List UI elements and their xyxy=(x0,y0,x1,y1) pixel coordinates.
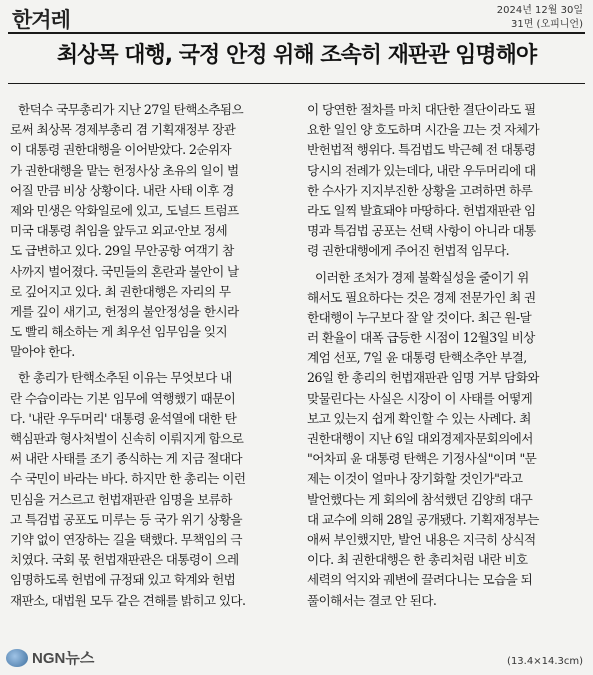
body-line: 제는 이것이 얼마나 장기화할 것인가"라고 xyxy=(307,471,523,487)
body-line: 도 급변하고 있다. 29일 무안공항 여객기 참 xyxy=(10,243,234,259)
body-line: 한덕수 국무총리가 지난 27일 탄핵소추됨으 xyxy=(18,102,244,117)
masthead-logo: 한겨레 xyxy=(12,8,70,32)
body-line: 기약 없이 연장하는 길을 택했다. 무책임의 극 xyxy=(10,531,243,547)
body-line: 제와 민생은 악화일로에 있고, 도널드 트럼프 xyxy=(10,202,239,218)
body-line: 발언했다는 게 회의에 참석했던 김양희 대구 xyxy=(307,491,533,507)
right-column xyxy=(307,100,583,611)
body-line: 임명하도록 헌법에 규정돼 있고 학계와 헌법 xyxy=(10,572,236,588)
body-line: 한 수사가 지지부진한 상황을 고려하면 하루 xyxy=(307,182,533,198)
body-line: 미국 대통령 취임을 앞두고 외교·안보 정세 xyxy=(10,223,228,239)
body-line: 풀이해서는 결코 안 된다. xyxy=(307,592,437,608)
body-line: 핵심판과 형사처벌이 신속히 이뤄지게 함으로 xyxy=(10,431,244,446)
body-line: 권한대행이 지난 6일 대외경제자문회의에서 xyxy=(307,431,533,446)
body-line: 로 깊어지고 있다. 최 권한대행은 자리의 무 xyxy=(10,283,231,299)
body-line: 재판소, 대법원 모두 같은 견해를 밝히고 있다. xyxy=(10,592,246,608)
top-rule xyxy=(8,32,585,34)
publication-meta xyxy=(497,4,583,32)
body-line: 대 교수에 의해 28일 공개됐다. 기획재정부는 xyxy=(307,511,539,527)
body-line: 사까지 벌어졌다. 국민들의 혼란과 불안이 날 xyxy=(10,263,239,279)
editorial-headline: 최상목 대행, 국정 안정 위해 조속히 재판관 임명해야 xyxy=(56,43,537,68)
clipping-size: (13.4×14.3cm) xyxy=(507,656,583,667)
body-line: 한대행이 누구보다 잘 알 것이다. 최근 원-달 xyxy=(307,309,532,325)
left-column xyxy=(10,100,286,611)
body-line: 로써 최상목 경제부총리 겸 기획재정부 장관 xyxy=(10,122,236,138)
body-line: 도 빨리 해소하는 게 최우선 임무임을 잊지 xyxy=(10,324,228,340)
page-section: 31면 (오피니언) xyxy=(510,19,583,30)
body-line: 요한 일인 양 호도하며 시간을 끄는 것 자체가 xyxy=(307,122,540,138)
body-line: 말아야 한다. xyxy=(10,344,75,360)
body-line: 이러한 조처가 경제 불확실성을 줄이기 위 xyxy=(315,269,529,285)
body-line: 가 권한대행을 맡는 헌정사상 초유의 일이 벌 xyxy=(10,162,239,178)
body-line: 세력의 억지와 궤변에 끌려다니는 모습을 되 xyxy=(307,572,533,588)
body-line: 러 환율이 대폭 급등한 시점이 12월3일 비상 xyxy=(307,330,535,346)
body-line: 이다. 최 권한대행은 한 총리처럼 내란 비호 xyxy=(307,552,528,568)
body-line: 명과 특검법 공포는 선택 사항이 아니라 대통 xyxy=(307,223,536,239)
body-line: 26일 한 총리의 헌법재판관 임명 거부 담화와 xyxy=(307,370,539,386)
body-line: 이 당연한 절차를 마치 대단한 결단이라도 필 xyxy=(307,102,536,117)
globe-icon xyxy=(6,649,28,667)
body-line: 민심을 거스르고 헌법재판관 임명을 보류하 xyxy=(10,491,232,507)
body-line: 게를 깊이 새기고, 헌정의 불안정성을 한시라 xyxy=(10,303,239,319)
body-line: 령 권한대행에게 주어진 헌법적 임무다. xyxy=(307,243,510,259)
brand-name: NGN뉴스 xyxy=(32,650,95,667)
body-line: 애써 부인했지만, 발언 내용은 지극히 상식적 xyxy=(307,531,536,547)
body-line: 치였다. 국회 몫 헌법재판관은 대통령이 으레 xyxy=(10,552,239,568)
body-line: 반헌법적 행위다. 특검법도 박근혜 전 대통령 xyxy=(307,142,536,158)
body-line: "어차피 윤 대통령 탄핵은 기정사실"이며 "문 xyxy=(307,451,537,467)
body-line: 보고 있는지 쉽게 확인할 수 있는 사례다. 최 xyxy=(307,410,531,426)
footer-brand xyxy=(6,647,94,668)
body-line: 맞물린다는 사실은 시장이 이 사태를 어떻게 xyxy=(307,390,533,406)
body-line: 써 내란 사태를 조기 종식하는 게 지금 절대다 xyxy=(10,451,243,467)
body-line: 어질 만큼 비상 상황이다. 내란 사태 이후 경 xyxy=(10,182,234,198)
body-line: 라도 일찍 발효돼야 마땅하다. 헌법재판관 임 xyxy=(307,202,536,218)
body-line: 당시의 전례가 있는데다, 내란 우두머리에 대 xyxy=(307,162,536,178)
body-line: 고 특검법 공포도 미루는 등 국가 위기 상황을 xyxy=(10,511,243,527)
body-line: 수 국민이 바라는 바다. 하지만 한 총리는 이런 xyxy=(10,471,246,487)
body-line: 다. '내란 우두머리' 대통령 윤석열에 대한 탄 xyxy=(10,410,237,426)
body-line: 해서도 필요하다는 것은 경제 전문가인 최 권 xyxy=(307,289,536,305)
body-line: 란 수습이라는 기본 임무에 역행했기 때문이 xyxy=(10,390,236,406)
body-line: 계엄 선포, 7일 윤 대통령 탄핵소추안 부결, xyxy=(307,350,527,366)
headline-rule xyxy=(8,83,585,84)
body-line: 한 총리가 탄핵소추된 이유는 무엇보다 내 xyxy=(18,370,232,386)
body-line: 이 대통령 권한대행을 이어받았다. 2순위자 xyxy=(10,142,232,158)
publication-date: 2024년 12월 30일 xyxy=(496,5,583,16)
